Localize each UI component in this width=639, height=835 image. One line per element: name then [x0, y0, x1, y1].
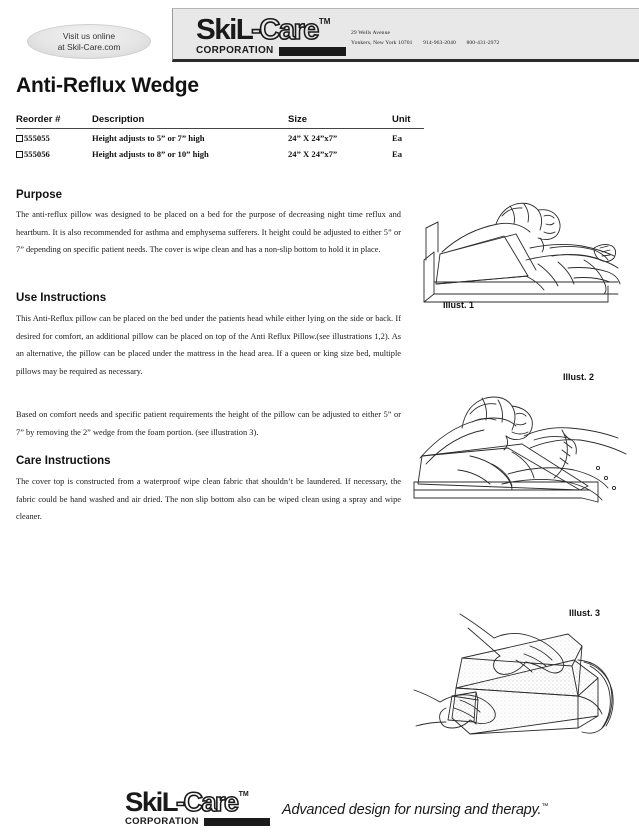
illustration-3-wedge-removal [412, 600, 634, 740]
address-city-state-zip: Yonkers, New York 10701 [351, 39, 413, 46]
reorder-number: 555056 [24, 149, 50, 159]
logo-wordmark [196, 16, 346, 45]
company-address [351, 29, 508, 48]
section-heading-care-instructions: Care Instructions [16, 455, 111, 467]
reorder-number: 555055 [24, 133, 50, 143]
unit-cell: Ea [392, 133, 403, 143]
illustration-2-label: Illust. 2 [563, 372, 595, 382]
illustration-1-back-lying [418, 190, 628, 310]
reorder-cell [16, 129, 92, 146]
description-cell: Height adjusts to 8” or 10” high [92, 149, 209, 159]
table-row [16, 145, 424, 161]
footer-logo-corporation-row [125, 817, 270, 827]
section-heading-purpose: Purpose [16, 189, 63, 201]
unit-cell: Ea [392, 149, 403, 159]
table-row [16, 129, 424, 146]
page-title: Anti-Reflux Wedge [16, 74, 199, 97]
footer-tagline [282, 802, 548, 818]
size-cell: 24” X 24”x7” [288, 133, 338, 143]
logo-skil-text: SkiL [196, 14, 253, 46]
footer-logo-corporation-text: CORPORATION [125, 816, 199, 827]
address-contact-line [351, 39, 508, 49]
logo-care-text: -Care [251, 14, 318, 46]
footer-logo-wordmark [125, 789, 270, 816]
logo-corporation-row [196, 46, 346, 56]
order-checkbox[interactable] [16, 151, 23, 158]
description-cell: Height adjusts to 5” or 7” high [92, 133, 205, 143]
illustration-3-label: Illust. 3 [569, 608, 601, 618]
skil-care-logo-footer [125, 789, 270, 827]
phone-toll-free: 800-431-2972 [466, 39, 500, 46]
footer-logo-bar-decoration [204, 818, 270, 826]
trademark-icon: TM [318, 17, 331, 26]
visit-us-online-badge[interactable] [27, 24, 151, 59]
skil-care-logo-header [196, 16, 346, 56]
illustration-1-label: Illust. 1 [443, 300, 475, 310]
column-header-unit: Unit [392, 114, 424, 129]
footer-logo-care-text: -Care [176, 787, 238, 817]
footer-trademark-icon: TM [238, 791, 249, 798]
size-cell: 24” X 24”x7” [288, 149, 338, 159]
visit-badge-line2: at Skil-Care.com [57, 41, 121, 52]
section-heading-use-instructions: Use Instructions [16, 292, 107, 304]
footer-tagline-trademark-icon: ™ [541, 803, 549, 811]
address-street: 29 Wells Avenue [351, 30, 391, 36]
product-table [16, 114, 424, 161]
table-header-row [16, 114, 424, 129]
logo-corporation-text: CORPORATION [196, 45, 274, 56]
column-header-reorder: Reorder # [16, 114, 92, 129]
footer-logo-skil-text: SkiL [125, 787, 178, 817]
logo-bar-decoration [279, 47, 346, 56]
column-header-size: Size [288, 114, 392, 129]
phone-primary: 914-963-2040 [423, 39, 456, 46]
section-body-height-adjustment: Based on comfort needs and specific patient requirements the height of the pillow can be adjusted to either 5” or 7” by removing the 2” wedge from the foam portion. (see illustration 3). [16, 410, 401, 437]
section-body-purpose: The anti-reflux pillow was designed to be placed on a bed for the purpose of decreasing night time reflux and heartburn. It is also recommended for asthma and emphysema sufferers. It height could be adjusted to either 5” or 7” depending on specific patient needs. The cover is wipe clean and has a non-slip bottom to hold it in place. [16, 210, 401, 254]
footer-tagline-text: Advanced design for nursing and therapy. [282, 802, 542, 818]
section-body-care-instructions: The cover top is constructed from a waterproof wipe clean fabric that shouldn’t be laundered. If necessary, the fabric could be hand washed and air dried. The non slip bottom also can be wiped clean using a spray and wipe cleaner. [16, 477, 401, 521]
illustration-2-side-lying [412, 378, 634, 518]
visit-badge-line1: Visit us online [62, 30, 116, 41]
section-body-use-instructions: This Anti-Reflux pillow can be placed on the bed under the patients head while either lying on the side or back. If desired for comfort, an additional pillow can be placed on top of the Anti Reflux Pillow.(see illustrations 1,2). As an alternative, the pillow can be placed under the mattress in the head area. If a queen or king size bed, multiple pillows may be required as necessary. [16, 314, 401, 376]
reorder-cell [16, 145, 92, 161]
order-checkbox[interactable] [16, 135, 23, 142]
column-header-description: Description [92, 114, 288, 129]
